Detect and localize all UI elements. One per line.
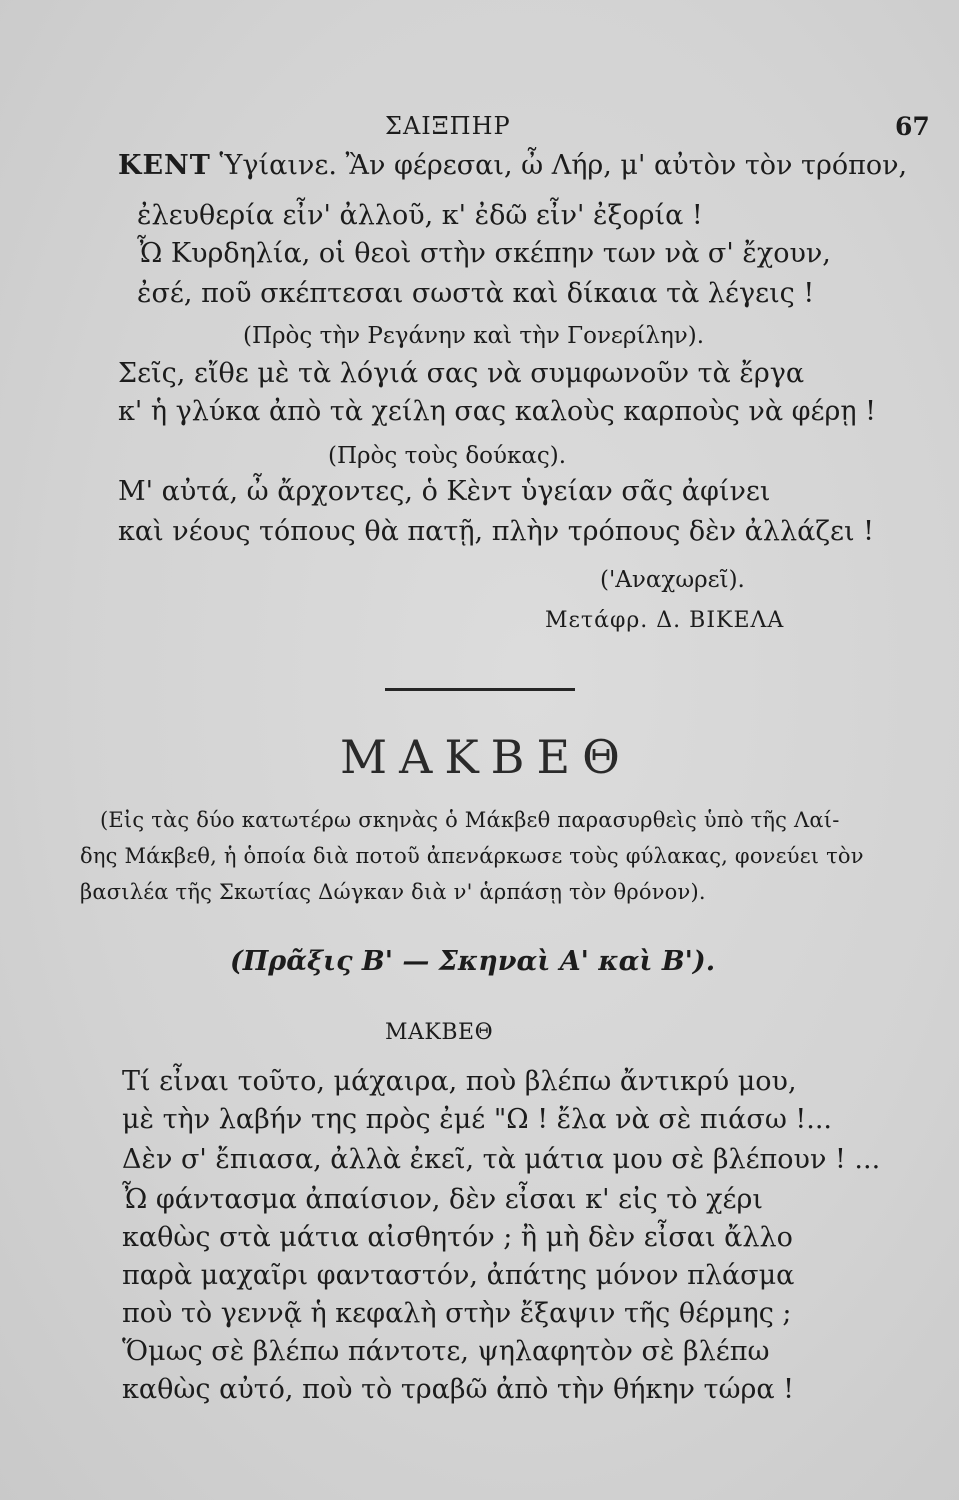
macbeth-line-4: Ὦ φάντασμα ἀπαίσιον, δὲν εἶσαι κ' εἰς τὸ χέρι <box>122 1184 763 1215</box>
page-number: 67 <box>895 112 930 141</box>
stage-direction-exit: ('Αναχωρεῖ). <box>600 567 745 593</box>
kent-line-5: Σεῖς, εἴθε μὲ τὰ λόγιά σας νὰ συμφωνοῦν τὰ ἔργα <box>118 358 805 389</box>
kent-line-4: ἐσέ, ποῦ σκέπτεσαι σωστὰ καὶ δίκαια τὰ λέγεις ! <box>137 278 815 309</box>
macbeth-line-8: Ὅμως σὲ βλέπω πάντοτε, ψηλαφητὸν σὲ βλέπω <box>122 1336 770 1367</box>
kent-line-6: κ' ἡ γλύκα ἀπὸ τὰ χείλη σας καλοὺς καρποὺς νὰ φέρῃ ! <box>118 396 877 427</box>
running-head: ΣΑΙΞΠΗΡ <box>385 112 511 140</box>
macbeth-line-5: καθὼς στὰ μάτια αἰσθητόν ; ἢ μὴ δὲν εἶσαι ἄλλο <box>122 1222 793 1253</box>
kent-line-3: Ὦ Κυρδηλία, οἱ θεοὶ στὴν σκέπην των νὰ σ' ἔχουν, <box>137 238 831 269</box>
stage-direction: (Πρὸς τὴν Ρεγάνην καὶ τὴν Γονερίλην). <box>243 323 705 349</box>
speaker-name: ΚΕΝΤ <box>118 150 211 181</box>
kent-line-2: ἐλευθερία εἶν' ἀλλοῦ, κ' ἐδῶ εἶν' ἐξορία ! <box>137 200 703 231</box>
stage-direction: (Πρὸς τοὺς δούκας). <box>328 443 567 469</box>
intro-line-1: (Εἰς τὰς δύο κατωτέρω σκηνὰς ὁ Μάκβεθ παρασυρθεὶς ὑπὸ τῆς Λαί- <box>100 808 840 832</box>
macbeth-line-9: καθὼς αὐτό, ποὺ τὸ τραβῶ ἀπὸ τὴν θήκην τώρα ! <box>122 1374 795 1405</box>
speaker-heading: ΜΑΚΒΕΘ <box>385 1020 494 1045</box>
kent-line-7: Μ' αὐτά, ὦ ἄρχοντες, ὁ Κὲντ ὑγείαν σᾶς ἀφίνει <box>118 476 771 507</box>
verse-text: Ὑγίαινε. Ἂν φέρεσαι, ὦ Λήρ, μ' αὐτὸν τὸν τρόπον, <box>219 150 908 181</box>
macbeth-line-7: ποὺ τὸ γεννᾷ ἡ κεφαλὴ στὴν ἔξαψιν τῆς θέρμης ; <box>122 1298 792 1329</box>
act-scene-heading: (Πρᾶξις Β' — Σκηναὶ Α' καὶ Β'). <box>230 946 716 977</box>
macbeth-line-2: μὲ τὴν λαβήν της πρὸς ἐμέ "Ω ! ἔλα νὰ σὲ πιάσω !... <box>122 1104 833 1135</box>
macbeth-line-6: παρὰ μαχαῖρι φανταστόν, ἀπάτης μόνον πλάσμα <box>122 1260 795 1291</box>
section-divider <box>385 688 575 691</box>
intro-line-2: δης Μάκβεθ, ἡ ὁποία διὰ ποτοῦ ἀπενάρκωσε τοὺς φύλακας, φονεύει τὸν <box>80 844 864 868</box>
kent-line-8: καὶ νέους τόπους θὰ πατῇ, πλὴν τρόπους δὲν ἀλλάζει ! <box>118 516 874 547</box>
intro-line-3: βασιλέα τῆς Σκωτίας Δώγκαν διὰ ν' ἁρπάσῃ τὸν θρόνον). <box>80 880 706 904</box>
macbeth-line-1: Τί εἶναι τοῦτο, μάχαιρα, ποὺ βλέπω ἄντικρύ μου, <box>122 1066 797 1097</box>
translator-credit: Μετάφρ. Δ. ΒΙΚΕΛΑ <box>545 608 785 633</box>
section-title: ΜΑΚΒΕΘ <box>340 730 632 784</box>
kent-line-1 <box>118 152 907 179</box>
macbeth-line-3: Δὲν σ' ἔπιασα, ἀλλὰ ἐκεῖ, τὰ μάτια μου σὲ βλέπουν ! ... <box>122 1144 881 1175</box>
